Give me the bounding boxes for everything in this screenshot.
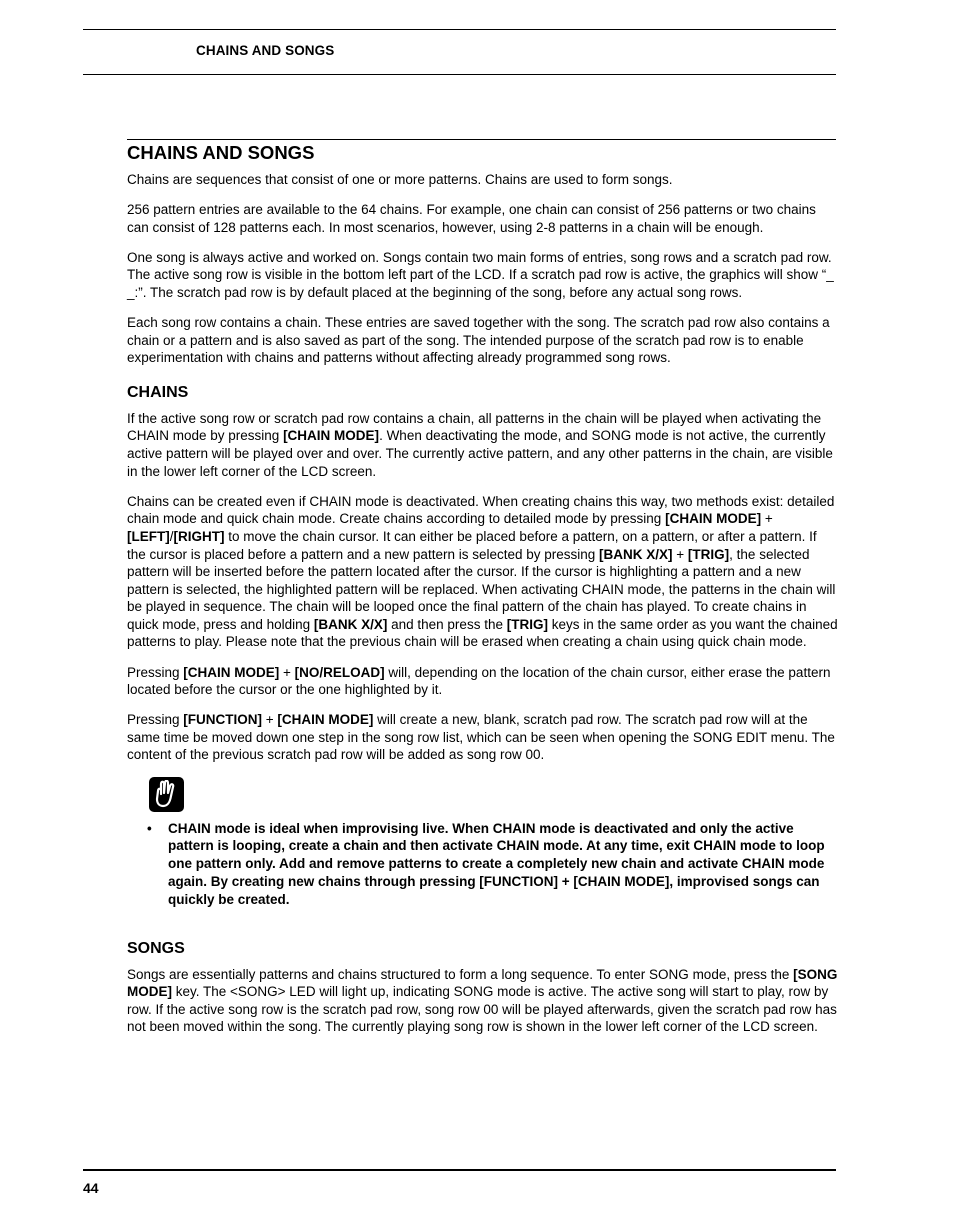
key-label: [TRIG]: [506, 616, 548, 632]
text-run: , the selected pattern will be inserted before the pattern located after the cursor. If the cursor is highlighting a pattern and a new pattern is selected, the highlighted pattern will be replaced. When activating CHAIN mode, the patterns in the chain will be played in sequence. The chain will be looped once the final pattern of the chain has played. To create chains in quick mode, press and holding: [127, 546, 836, 632]
tip-text: CHAIN mode is ideal when improvising live. When CHAIN mode is deactivated and only the active pattern is looping, create a chain and then activate CHAIN mode. At any time, exit CHAIN mode to loop one pattern only. Add and remove patterns to create a completely new chain and activate CHAIN mode again. By creating new chains through pressing [FUNCTION] + [CHAIN MODE], improvised songs can quickly be created.: [168, 820, 825, 907]
key-label: [TRIG]: [687, 546, 730, 562]
key-label: [CHAIN MODE]: [183, 664, 280, 680]
text-run: keys in the same order as you want the chained patterns to play. Please note that the previous chain will be erased when creating a chain using quick chain mode.: [127, 616, 838, 650]
key-label: [SONG MODE]: [127, 966, 838, 1000]
footer-rule: [83, 1169, 836, 1171]
header-top-rule: [83, 29, 836, 30]
text-run: 256 pattern entries are available to the 64 chains. For example, one chain can consist of 256 patterns or two chains can consist of 128 patterns each. In most scenarios, however, using 2-8 patterns in a chain will be enough.: [127, 202, 816, 235]
intro-paragraph: [127, 201, 839, 236]
text-run: will create a new, blank, scratch pad row. The scratch pad row will at the same time be moved down one step in the song row list, which can be seen when opening the SONG EDIT menu. The content of the previous scratch pad row will be added as song row 00.: [127, 712, 835, 763]
section-top-rule: [127, 139, 836, 140]
key-label: [NO/RELOAD]: [294, 664, 385, 680]
page-title: CHAINS AND SONGS: [127, 142, 315, 163]
key-label: [CHAIN MODE]: [277, 712, 374, 728]
songs-paragraph: [127, 966, 839, 1036]
chains-paragraph: [127, 711, 839, 764]
chains-paragraph: [127, 410, 839, 480]
text-run: will, depending on the location of the chain cursor, either erase the pattern located before the cursor or the one highlighted by it.: [127, 664, 831, 698]
text-run: Pressing: [127, 664, 184, 680]
intro-paragraph: [127, 171, 839, 189]
songs-heading: SONGS: [127, 939, 185, 957]
text-run: One song is always active and worked on. Songs contain two main forms of entries, song rows and a scratch pad row. The active song row is visible in the bottom left part of the LCD. If a scratch pad row is active, the graphics will show “_ _:”. The scratch pad row is by default placed at the beginning of the song, before any actual song rows.: [127, 249, 834, 300]
chains-heading: CHAINS: [127, 383, 189, 401]
page-number: 44: [83, 1180, 99, 1196]
text-run: Songs are essentially patterns and chains structured to form a long sequence. To enter SONG mode, press the: [127, 966, 794, 982]
text-run: +: [279, 664, 295, 680]
text-run: +: [262, 712, 278, 728]
intro-section: [127, 171, 839, 367]
text-run: Chains are sequences that consist of one or more patterns. Chains are used to form songs.: [127, 172, 673, 187]
songs-section: [127, 966, 839, 1036]
key-label: [CHAIN MODE]: [665, 511, 762, 527]
header-bottom-rule: [83, 74, 836, 75]
text-run: Pressing: [127, 712, 184, 728]
text-run: . When deactivating the mode, and SONG mode is not active, the currently active pattern will be played over and over. The currently active pattern, and any other patterns in the chain, are visible in the lower left corner of the LCD screen.: [127, 428, 833, 479]
text-run: /: [169, 528, 174, 544]
intro-paragraph: [127, 314, 839, 367]
chains-section: [127, 410, 839, 764]
main-content: [127, 142, 839, 1048]
text-run: Each song row contains a chain. These entries are saved together with the song. The scratch pad row also contains a chain or a pattern and is also saved as part of the song. The intended purpose of the scratch pad row is to enable experimentation with chains and patterns without affecting already programmed song rows.: [127, 315, 830, 366]
text-run: Chains can be created even if CHAIN mode is deactivated. When creating chains this way, two methods exist: detailed chain mode and quick chain mode. Create chains according to detailed mode by pressing: [127, 493, 835, 527]
key-label: [BANK X/X]: [313, 616, 388, 632]
bullet: •: [147, 820, 152, 836]
running-header: CHAINS AND SONGS: [196, 43, 335, 58]
text-run: and then press the: [387, 616, 507, 632]
text-run: +: [761, 511, 773, 527]
key-label: [FUNCTION]: [183, 712, 263, 728]
key-label: [LEFT]: [127, 528, 170, 544]
text-run: to move the chain cursor. It can either be placed before a pattern, on a pattern, or after a pattern. If the cursor is placed before a pattern and a new pattern is selected by pressing: [127, 528, 817, 562]
text-run: If the active song row or scratch pad row contains a chain, all patterns in the chain will be played when activating the CHAIN mode by pressing: [127, 410, 822, 444]
chains-paragraph: [127, 664, 839, 699]
intro-paragraph: [127, 249, 839, 302]
text-run: key. The <SONG> LED will light up, indicating SONG mode is active. The active song will start to play, row by row. If the active song row is the scratch pad row, song row 00 will be played afterwards, given the scratch pad row has not been moved within the song. The currently playing song row is shown in the lower left corner of the LCD screen.: [127, 984, 837, 1035]
chains-paragraph: [127, 493, 839, 651]
text-run: +: [672, 546, 688, 562]
key-label: [BANK X/X]: [599, 546, 673, 562]
key-label: [RIGHT]: [173, 528, 225, 544]
tip-note: [127, 777, 839, 909]
key-label: [CHAIN MODE]: [283, 428, 380, 444]
tip-item: [127, 820, 839, 909]
hand-icon: [149, 777, 184, 812]
tip-list: [127, 820, 839, 909]
